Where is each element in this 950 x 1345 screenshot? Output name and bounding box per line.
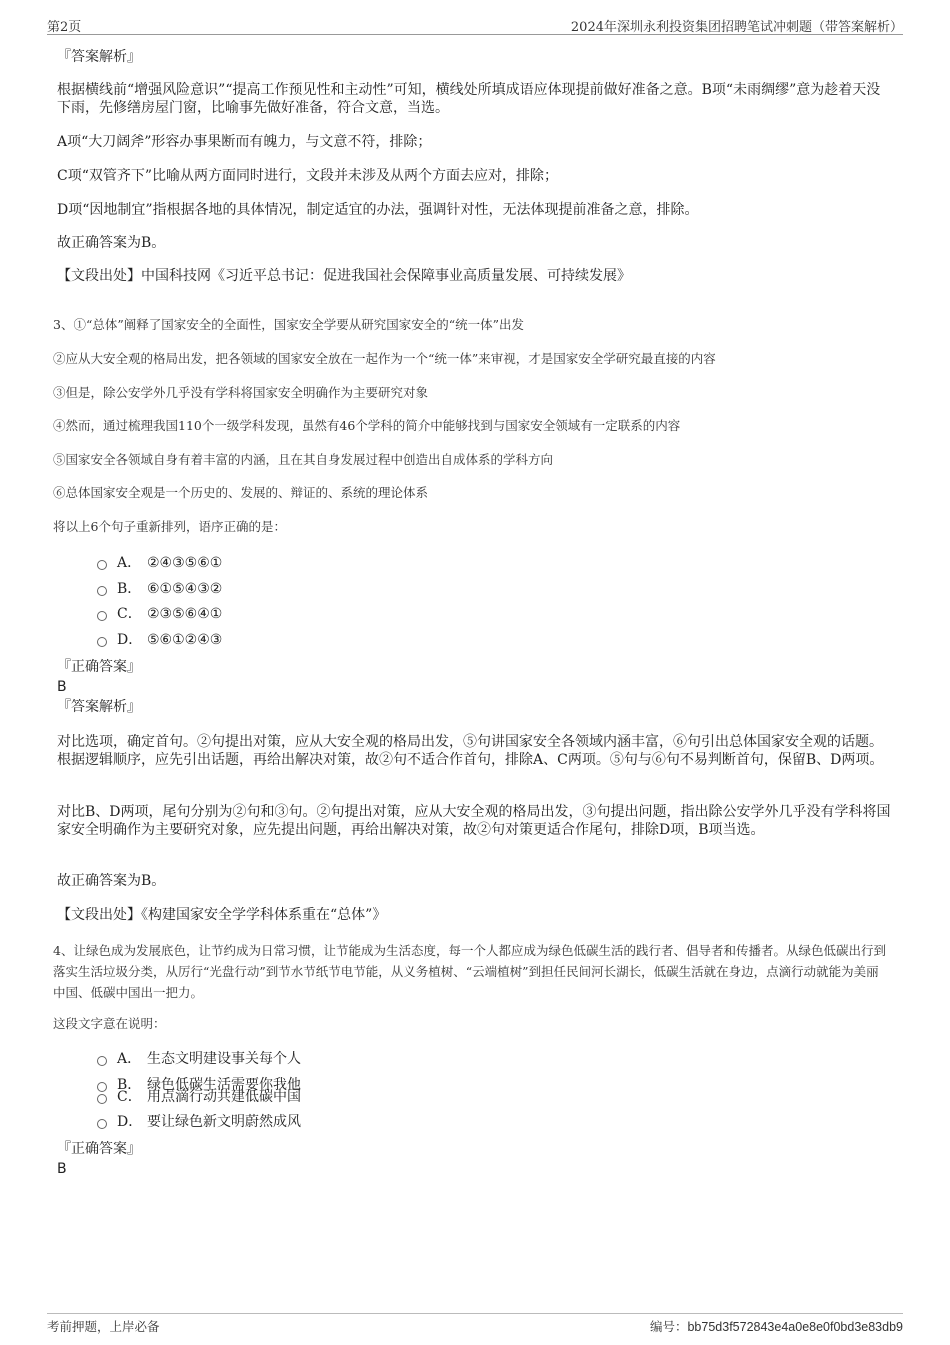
page-footer — [47, 1313, 903, 1338]
question-sentence: ④然而，通过梳理我国110个一级学科发现，虽然有46个学科的简介中能够找到与国家安全领域有一定联系的内容 — [53, 418, 681, 433]
question-prompt: 将以上6个句子重新排列，语序正确的是： — [53, 519, 286, 534]
option-a[interactable]: A． 生态文明建设事关每个人 — [97, 1049, 301, 1069]
option-c[interactable]: C． ②③⑤⑥④① — [97, 604, 222, 624]
correct-answer: B — [57, 1161, 67, 1177]
correct-answer-label: 『正确答案』 — [57, 659, 141, 675]
option-d[interactable]: D． ⑤⑥①②④③ — [97, 630, 222, 650]
source-citation: 【文段出处】中国科技网《习近平总书记：促进我国社会保障事业高质量发展、可持续发展》 — [57, 268, 631, 284]
question-sentence: ③但是，除公安学外几乎没有学科将国家安全明确作为主要研究对象 — [53, 385, 429, 400]
correct-answer: B — [57, 679, 67, 695]
page-number: 第2页 — [47, 20, 82, 35]
question-sentence: ⑤国家安全各领域自身有着丰富的内涵，且在其自身发展过程中创造出自成体系的学科方向 — [53, 452, 554, 467]
analysis-label: 『答案解析』 — [57, 49, 141, 65]
analysis-conclusion: 故正确答案为B。 — [57, 235, 166, 251]
radio-icon[interactable] — [97, 560, 107, 570]
question-sentence: 3、①“总体”阐释了国家安全的全面性，国家安全学要从研究国家安全的“统一体”出发 — [53, 317, 525, 332]
analysis-paragraph: 对比B、D两项，尾句分别为②句和③句。②句提出对策，应从大安全观的格局出发，③句提出问题，指出除公安学外几乎没有学科将国家安全明确作为主要研究对象，应先提出问题，再给出解决对策，故②句对策更适合作尾句，排除D项，B项当选。 — [57, 804, 891, 838]
radio-icon[interactable] — [97, 586, 107, 596]
radio-icon[interactable] — [97, 1094, 107, 1104]
analysis-conclusion: 故正确答案为B。 — [57, 873, 166, 889]
question-prompt: 这段文字意在说明： — [53, 1016, 166, 1031]
radio-icon[interactable] — [97, 1056, 107, 1066]
question-sentence: ②应从大安全观的格局出发，把各领域的国家安全放在一起作为一个“统一体”来审视，才是国家安全学研究最直接的内容 — [53, 351, 716, 366]
question-sentence: ⑥总体国家安全观是一个历史的、发展的、辩证的、系统的理论体系 — [53, 485, 429, 500]
radio-icon[interactable] — [97, 611, 107, 621]
analysis-paragraph: 对比选项，确定首句。②句提出对策，应从大安全观的格局出发，⑤句讲国家安全各领域内涵丰富，⑥句引出总体国家安全观的话题。根据逻辑顺序，应先引出话题，再给出解决对策，故②句不适合作首句，排除A、C两项。⑤句与⑥句不易判断首句，保留B、D两项。 — [57, 734, 884, 768]
source-citation: 【文段出处】《构建国家安全学学科体系重在“总体”》 — [57, 907, 387, 923]
page-header — [47, 14, 903, 35]
question-stem: 4、让绿色成为发展底色，让节约成为日常习惯，让节能成为生活态度，每一个人都应成为绿色低碳生活的践行者、倡导者和传播者。从绿色低碳出行到落实生活垃圾分类，从厉行“光盘行动”到节水节纸节电节能，从义务植树、“云端植树”到担任民间河长湖长，低碳生活就在身边，点滴行动就能为美丽中国、低碳中国出一把力。 — [53, 943, 886, 1000]
analysis-paragraph: C项“双管齐下”比喻从两方面同时进行，文段并未涉及从两个方面去应对，排除； — [57, 168, 559, 184]
radio-icon[interactable] — [97, 1119, 107, 1129]
analysis-paragraph: A项“大刀阔斧”形容办事果断而有魄力，与文意不符，排除； — [57, 134, 432, 150]
option-b[interactable]: B． ⑥①⑤④③② — [97, 579, 222, 599]
document-code: 编号：bb75d3f572843e4a0e8e0f0bd3e83db9 — [649, 1319, 903, 1334]
analysis-paragraph: D项“因地制宜”指根据各地的具体情况，制定适宜的办法，强调针对性，无法体现提前准备之意，排除。 — [57, 202, 699, 218]
option-a[interactable]: A． ②④③⑤⑥① — [97, 553, 222, 573]
analysis-label: 『答案解析』 — [57, 699, 141, 715]
document-title: 2024年深圳永利投资集团招聘笔试冲刺题（带答案解析） — [570, 20, 903, 35]
radio-icon[interactable] — [97, 637, 107, 647]
option-d[interactable]: D． 要让绿色新文明蔚然成风 — [97, 1112, 301, 1132]
option-c[interactable]: C． 用点滴行动共建低碳中国 — [97, 1087, 301, 1107]
correct-answer-label: 『正确答案』 — [57, 1141, 141, 1157]
footer-slogan: 考前押题，上岸必备 — [47, 1319, 160, 1334]
analysis-paragraph: 根据横线前“增强风险意识”“提高工作预见性和主动性”可知，横线处所填成语应体现提前做好准备之意。B项“未雨绸缪”意为趁着天没下雨，先修缮房屋门窗，比喻事先做好准备，符合文意，当选。 — [57, 82, 881, 116]
option-b[interactable]: B． 绿色低碳生活需要你我他 — [97, 1075, 301, 1095]
